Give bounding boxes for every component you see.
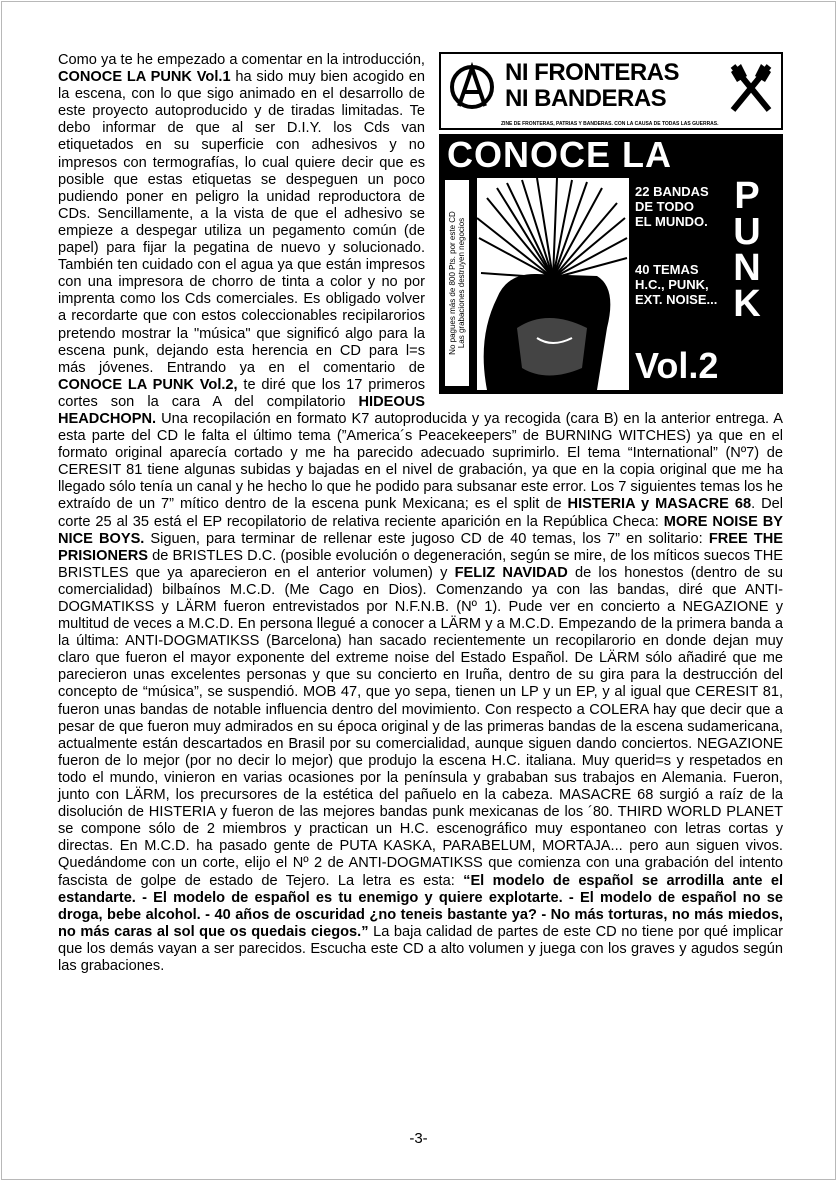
article-text: te diré que los 17 primeros cortes son la cara A del compilatorio xyxy=(58,376,425,410)
cover-header-subtitle: ZINE DE FRONTERAS, PATRIAS Y BANDERAS. CON LA CAUSA DE TODAS LAS GUERRAS. xyxy=(501,121,719,127)
header-line-2: NI BANDERAS xyxy=(505,85,667,112)
cover-temas-text xyxy=(635,262,725,307)
punk-letter-n: N xyxy=(733,247,761,289)
cover-side-label xyxy=(445,180,469,386)
cover-title: CONOCE LA xyxy=(447,134,672,175)
cover-bands-text xyxy=(635,184,725,229)
temas-line-1: 40 TEMAS xyxy=(635,262,699,277)
cover-header-title xyxy=(505,60,679,112)
cover-volume: Vol.2 xyxy=(635,345,719,386)
punk-letter-u: U xyxy=(733,211,761,253)
album-cover-image xyxy=(439,52,783,394)
article-bold: HISTERIA y MASACRE 68 xyxy=(567,496,752,513)
article-text: ha sido muy bien acogido en la escena, con lo que sigo animado en el desarrollo de este proyecto autoproducido y de tiradas limitadas. Te debo informar de que al ser D.I.Y. los Cds van etiquetados en su superficie con adhesivos y no impresos con termografías, lo cual quiere decir que es posible que estas etiquetas se despeguen un poco pudiendo poner en peligro la unidad reproductora de CDs. Sencillamente, a la vista de que el adhesivo se empieze a despegar utiliza un pegamento común (de papel) para fijar la pegatina de nuevo y solucionado. También ten cuidado con el agua ya que están impresos con una impresora de chorro de tinta a color y no por imprenta como los Cds comerciales. Es obligado volver a recordarte que con estos coleccionables recipilarorios pretendo mostrar la "música" que significó algo para la escena punk, dejando esta herencia en CD para l=s más jóvenes. Entrando ya en el comentario de xyxy=(58,69,425,376)
article-text: La baja calidad de partes de este CD no tiene por qué implicar que los demás vayan a ser parecidos. Escucha este CD a alto volumen y juega con los graves y agudos según las grabaciones. xyxy=(58,923,783,974)
article-text: de BRISTLES D.C. (posible evolución o degeneración, según se mire, de los míticos suecos THE BRISTLES que ya aparecieron en el anterior volumen) y xyxy=(58,547,783,581)
temas-line-2: H.C., PUNK, xyxy=(635,277,709,292)
article-text: de los honestos (dentro de su comercialidad) bilbaínos M.C.D. (Me Cago en Dios). Comenzando ya con las bandas, diré que ANTI-DOGMATIKSS y LÄRM fueron entrevistados por N.F.N.B. (Nº 1). Pude ver en concierto a NEGAZIONE y multitud de veces a M.C.D. En persona llegué a conocer a LÄRM y a M.C.D. Empezando de la primera banda a la última: ANTI-DOGMATIKSS (Barcelona) han sacado recientemente un recopilarorio en donde dejan muy claro que fueron el mayor exponente del extreme noise del Estado Español. De LÄRM sólo añadiré que me parecieron unas excelentes personas y que su concierto en Iruña, dentro de su gira para la destrucción del concepto de “música”, se suspendió. MOB 47, que yo sepa, tienen un LP y un EP, y al igual que CERESIT 81, fueron unas bandas de notable influencia dentro del movimiento. Con respecto a COLERA hay que decir que a pesar de que fueron muy admirados en su época original y de las primeras bandas de la escena sudamericana, actualmente están descartados en Brasil por su comercialidad, aunque siguen dando conciertos. NEGAZIONE fueron de lo mejor (por no decir lo mejor) que produjo la escena H.C. italiana. Muy querid=s y respetados en todo el mundo, vinieron en varias ocasiones por la península y grababan sus trabajos en Alemania. Fueron, junto con LÄRM, los precursores de la estética del pañuelo en la cabeza. MASACRE 68 surgió a raíz de la disolución de HISTERIA y fueron de las mejores bandas punk mexicanas de los ´80. THIRD WORLD PLANET se compone sólo de 2 miembros y practican un H.C. escenográfico muy espontaneo con letras cortas y directas. En M.C.D. ha pasado gente de PUTA KASKA, PARABELUM, MORTAJA... pero aun siguen vivos. Quedándome con un corte, elijo el Nº 2 de ANTI-DOGMATIKSS que comienza con una grabación del intento fascista de golpe de estado de Tejero. La letra es esta: xyxy=(58,564,783,889)
cover-main-panel xyxy=(439,134,783,394)
side-text-1: No pagues más de 800 Pts. por este CD xyxy=(448,211,457,355)
punk-portrait-image xyxy=(477,178,629,390)
article-bold: MORE NOISE BY NICE BOYS. xyxy=(58,513,784,547)
lyrics-quote: “El modelo de español se arrodilla ante el estandarte. - El modelo de español es tu enemigo y quiere explotarte. - El modelo de español no se droga, bebe alcohol. - 40 años de oscuridad ¿no teneis bastante ya? - No más torturas, no más miedos, no más caras al sol que os quedais ciegos.” xyxy=(58,872,784,940)
article-body xyxy=(58,52,783,975)
punk-letter-p: P xyxy=(734,175,760,217)
article-bold: FREE THE PRISIONERS xyxy=(58,530,783,564)
article-text: Siguen, para terminar de rellenar este jugoso CD de 40 temas, los 7” en solitario: xyxy=(144,530,709,547)
anarchy-symbol-icon xyxy=(447,62,497,112)
bands-line-1: 22 BANDAS xyxy=(635,184,709,199)
article-bold: CONOCE LA PUNK Vol.2, xyxy=(58,376,238,393)
cover-photo xyxy=(477,178,629,390)
cover-punk-vertical xyxy=(721,175,773,325)
temas-line-3: EXT. NOISE... xyxy=(635,292,718,307)
side-text-2: Las grabaciones destruyen negocios xyxy=(457,217,466,349)
article-bold: CONOCE LA PUNK Vol.1 xyxy=(58,69,231,86)
bands-line-2: DE TODO xyxy=(635,199,694,214)
page-number: -3- xyxy=(409,1130,428,1147)
crossed-flags-icon xyxy=(727,62,775,114)
article-text: Una recopilación en formato K7 autoproducida y ya recogida (cara B) en la anterior entrega. A esta parte del CD le falta el último tema (”America´s Peacekeepers” de BURNING WITCHES) ya que en el formato original aparecía cortado y me ha parecido adecuado suprimirlo. El tema “International” (Nº7) de CERESIT 81 tiene algunas subidas y bajadas en el nivel de grabación, ya que en la copia original que me ha llegado sólo tenía un canal y he hecho lo que he podido para subsanar este error. Los 7 siguientes temas los he extraído de un 7” mítico dentro de la escena punk Mexicana; es el split de xyxy=(58,410,783,513)
cover-header xyxy=(439,52,783,130)
bands-line-3: EL MUNDO. xyxy=(635,214,708,229)
article-bold: HIDEOUS HEADCHOPN. xyxy=(58,393,425,427)
punk-letter-k: K xyxy=(733,283,761,325)
article-text: . Del corte 25 al 35 está el EP recopilatorio de relativa reciente aparición en la República Checa: xyxy=(58,496,783,530)
article-text: Como ya te he empezado a comentar en la introducción, xyxy=(58,52,425,68)
header-line-1: NI FRONTERAS xyxy=(505,59,679,86)
article-bold: FELIZ NAVIDAD xyxy=(454,564,568,581)
